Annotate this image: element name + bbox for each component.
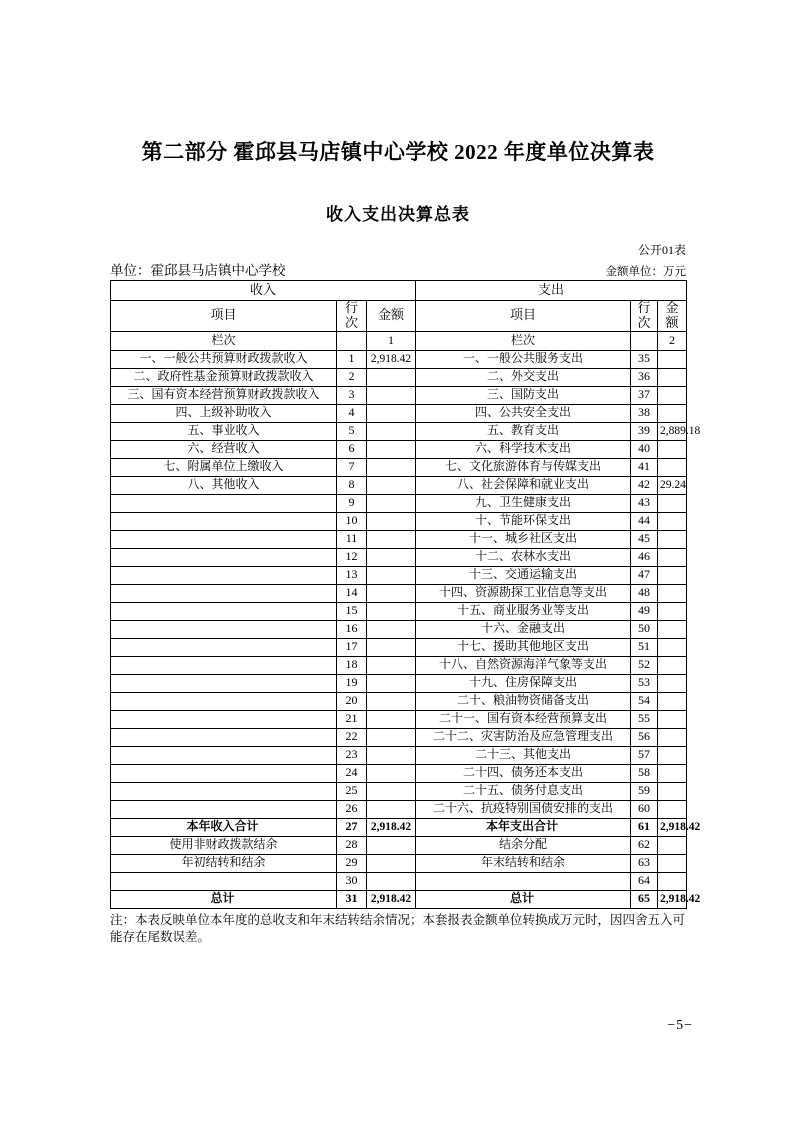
income-line-cell: 22 bbox=[337, 728, 367, 746]
income-line-cell: 31 bbox=[337, 890, 367, 908]
income-item-cell bbox=[111, 872, 337, 890]
income-amount-cell bbox=[367, 800, 416, 818]
expense-line-cell: 50 bbox=[631, 620, 658, 638]
expense-item-cell: 二十六、抗疫特别国债安排的支出 bbox=[416, 800, 631, 818]
expense-item-cell: 十三、交通运输支出 bbox=[416, 566, 631, 584]
income-item-cell: 二、政府性基金预算财政拨款收入 bbox=[111, 368, 337, 386]
income-item-cell bbox=[111, 512, 337, 530]
table-row bbox=[111, 386, 687, 404]
table-row bbox=[111, 800, 687, 818]
expense-item-cell: 四、公共安全支出 bbox=[416, 404, 631, 422]
income-amount-cell bbox=[367, 602, 416, 620]
expense-line-cell: 64 bbox=[631, 872, 658, 890]
expense-line-header: 行次 bbox=[631, 301, 658, 332]
income-item-cell bbox=[111, 674, 337, 692]
expense-amount-cell bbox=[658, 656, 687, 674]
income-amount-cell bbox=[367, 710, 416, 728]
expense-line-cell: 61 bbox=[631, 818, 658, 836]
income-item-cell bbox=[111, 530, 337, 548]
page-number: −5− bbox=[667, 1018, 693, 1033]
expense-amount-cell bbox=[658, 872, 687, 890]
expense-line-cell: 57 bbox=[631, 746, 658, 764]
expense-index-label: 栏次 bbox=[416, 331, 631, 350]
expense-amount-cell bbox=[658, 800, 687, 818]
expense-item-cell: 二十二、灾害防治及应急管理支出 bbox=[416, 728, 631, 746]
expense-item-cell: 二十三、其他支出 bbox=[416, 746, 631, 764]
expense-line-cell: 45 bbox=[631, 530, 658, 548]
income-amount-cell bbox=[367, 458, 416, 476]
expense-item-cell: 十九、住房保障支出 bbox=[416, 674, 631, 692]
expense-amount-cell bbox=[658, 764, 687, 782]
expense-line-cell: 47 bbox=[631, 566, 658, 584]
table-row bbox=[111, 584, 687, 602]
income-amount-cell bbox=[367, 782, 416, 800]
expense-line-cell: 51 bbox=[631, 638, 658, 656]
expense-line-cell: 40 bbox=[631, 440, 658, 458]
expense-item-cell: 一、一般公共服务支出 bbox=[416, 350, 631, 368]
income-amount-cell bbox=[367, 548, 416, 566]
expense-amount-cell bbox=[658, 386, 687, 404]
income-line-cell: 1 bbox=[337, 350, 367, 368]
expense-line-cell: 48 bbox=[631, 584, 658, 602]
income-line-cell: 18 bbox=[337, 656, 367, 674]
income-line-cell: 27 bbox=[337, 818, 367, 836]
expense-amount-cell bbox=[658, 548, 687, 566]
expense-item-cell: 十四、资源勘探工业信息等支出 bbox=[416, 584, 631, 602]
expense-line-cell: 35 bbox=[631, 350, 658, 368]
income-line-cell: 19 bbox=[337, 674, 367, 692]
income-item-cell bbox=[111, 764, 337, 782]
income-line-cell: 23 bbox=[337, 746, 367, 764]
expense-amount-cell bbox=[658, 674, 687, 692]
income-item-cell: 三、国有资本经营预算财政拨款收入 bbox=[111, 386, 337, 404]
income-amount-cell bbox=[367, 872, 416, 890]
income-line-cell: 15 bbox=[337, 602, 367, 620]
expense-line-cell: 53 bbox=[631, 674, 658, 692]
income-item-cell: 使用非财政拨款结余 bbox=[111, 836, 337, 854]
income-line-cell: 5 bbox=[337, 422, 367, 440]
income-section-header: 收入 bbox=[111, 281, 416, 301]
income-line-cell: 13 bbox=[337, 566, 367, 584]
income-amount-cell bbox=[367, 386, 416, 404]
income-line-cell: 3 bbox=[337, 386, 367, 404]
expense-amount-cell bbox=[658, 494, 687, 512]
income-item-cell bbox=[111, 566, 337, 584]
expense-line-cell: 36 bbox=[631, 368, 658, 386]
income-amount-cell: 2,918.42 bbox=[367, 350, 416, 368]
expense-item-cell: 三、国防支出 bbox=[416, 386, 631, 404]
expense-amount-header: 金额 bbox=[658, 301, 687, 332]
expense-amount-cell bbox=[658, 368, 687, 386]
income-item-cell bbox=[111, 728, 337, 746]
expense-item-cell: 十一、城乡社区支出 bbox=[416, 530, 631, 548]
income-line-cell: 9 bbox=[337, 494, 367, 512]
expense-amount-cell bbox=[658, 836, 687, 854]
expense-line-cell: 42 bbox=[631, 476, 658, 494]
income-item-cell bbox=[111, 800, 337, 818]
income-amount-cell bbox=[367, 512, 416, 530]
table-note: 注：本表反映单位本年度的总收支和年末结转结余情况；本套报表金额单位转换成万元时，因四舍五入可能存在尾数误差。 bbox=[110, 912, 686, 944]
expense-line-cell: 63 bbox=[631, 854, 658, 872]
expense-amount-cell bbox=[658, 710, 687, 728]
expense-item-cell: 二十五、债务付息支出 bbox=[416, 782, 631, 800]
income-amount-cell bbox=[367, 440, 416, 458]
column-header-row bbox=[111, 301, 687, 332]
expense-line-cell: 43 bbox=[631, 494, 658, 512]
expense-item-cell: 年末结转和结余 bbox=[416, 854, 631, 872]
income-amount-cell bbox=[367, 620, 416, 638]
table-row bbox=[111, 818, 687, 836]
income-index-line-blank bbox=[337, 331, 367, 350]
income-amount-cell bbox=[367, 638, 416, 656]
expense-item-cell: 十、节能环保支出 bbox=[416, 512, 631, 530]
income-item-cell bbox=[111, 638, 337, 656]
expense-line-cell: 60 bbox=[631, 800, 658, 818]
expense-amount-cell: 2,918.42 bbox=[658, 890, 687, 908]
expense-item-cell: 七、文化旅游体育与传媒支出 bbox=[416, 458, 631, 476]
table-row bbox=[111, 602, 687, 620]
expense-item-cell: 二十、粮油物资储备支出 bbox=[416, 692, 631, 710]
table-code-label: 公开01表 bbox=[637, 243, 686, 257]
income-item-cell: 年初结转和结余 bbox=[111, 854, 337, 872]
expense-line-cell: 56 bbox=[631, 728, 658, 746]
income-item-cell bbox=[111, 620, 337, 638]
expense-line-cell: 44 bbox=[631, 512, 658, 530]
income-amount-cell bbox=[367, 404, 416, 422]
table-row bbox=[111, 440, 687, 458]
expense-line-cell: 58 bbox=[631, 764, 658, 782]
table-row bbox=[111, 458, 687, 476]
table-row bbox=[111, 656, 687, 674]
table-body bbox=[111, 350, 701, 908]
income-line-header: 行次 bbox=[337, 301, 367, 332]
income-line-cell: 4 bbox=[337, 404, 367, 422]
table-row bbox=[111, 530, 687, 548]
income-line-cell: 30 bbox=[337, 872, 367, 890]
table-row bbox=[111, 764, 687, 782]
income-line-cell: 12 bbox=[337, 548, 367, 566]
income-amount-cell bbox=[367, 494, 416, 512]
income-line-cell: 11 bbox=[337, 530, 367, 548]
table-row bbox=[111, 620, 687, 638]
income-amount-cell bbox=[367, 764, 416, 782]
expense-amount-cell: 2,918.42 bbox=[658, 818, 687, 836]
expense-amount-cell bbox=[658, 566, 687, 584]
table-row bbox=[111, 782, 687, 800]
expense-amount-cell bbox=[658, 530, 687, 548]
expense-item-cell: 本年支出合计 bbox=[416, 818, 631, 836]
table-row bbox=[111, 890, 687, 908]
income-line-cell: 10 bbox=[337, 512, 367, 530]
expense-amount-cell bbox=[658, 854, 687, 872]
income-amount-cell bbox=[367, 476, 416, 494]
expense-line-cell: 41 bbox=[631, 458, 658, 476]
expense-amount-cell bbox=[658, 440, 687, 458]
expense-amount-cell bbox=[658, 638, 687, 656]
expense-item-cell: 二十一、国有资本经营预算支出 bbox=[416, 710, 631, 728]
expense-item-cell: 总计 bbox=[416, 890, 631, 908]
expense-item-cell: 二、外交支出 bbox=[416, 368, 631, 386]
table-row bbox=[111, 872, 687, 890]
table-row bbox=[111, 368, 687, 386]
expense-amount-cell bbox=[658, 350, 687, 368]
expense-line-cell: 38 bbox=[631, 404, 658, 422]
income-amount-cell: 2,918.42 bbox=[367, 890, 416, 908]
expense-line-cell: 54 bbox=[631, 692, 658, 710]
table-row bbox=[111, 512, 687, 530]
table-row bbox=[111, 746, 687, 764]
income-line-cell: 17 bbox=[337, 638, 367, 656]
table-title: 收入支出决算总表 bbox=[326, 205, 470, 224]
expense-line-cell: 46 bbox=[631, 548, 658, 566]
income-item-header: 项目 bbox=[111, 301, 337, 332]
income-item-cell: 五、事业收入 bbox=[111, 422, 337, 440]
table-row bbox=[111, 404, 687, 422]
expense-item-cell: 六、科学技术支出 bbox=[416, 440, 631, 458]
amount-unit-label: 金额单位：万元 bbox=[605, 266, 686, 278]
income-item-cell bbox=[111, 710, 337, 728]
expense-amount-cell: 2,889.18 bbox=[658, 422, 687, 440]
income-amount-cell: 2,918.42 bbox=[367, 818, 416, 836]
expense-line-cell: 52 bbox=[631, 656, 658, 674]
table-row bbox=[111, 548, 687, 566]
table-row bbox=[111, 692, 687, 710]
income-line-cell: 14 bbox=[337, 584, 367, 602]
expense-item-cell: 十二、农林水支出 bbox=[416, 548, 631, 566]
document-title: 第二部分 霍邱县马店镇中心学校 2022 年度单位决算表 bbox=[141, 140, 655, 164]
expense-item-cell: 九、卫生健康支出 bbox=[416, 494, 631, 512]
expense-amount-cell bbox=[658, 692, 687, 710]
income-amount-cell bbox=[367, 746, 416, 764]
income-line-cell: 28 bbox=[337, 836, 367, 854]
income-item-cell bbox=[111, 602, 337, 620]
income-amount-cell bbox=[367, 566, 416, 584]
income-item-cell bbox=[111, 494, 337, 512]
income-item-cell bbox=[111, 584, 337, 602]
expense-item-cell: 十六、金融支出 bbox=[416, 620, 631, 638]
income-line-cell: 25 bbox=[337, 782, 367, 800]
expense-line-cell: 37 bbox=[631, 386, 658, 404]
income-item-cell: 总计 bbox=[111, 890, 337, 908]
income-amount-cell bbox=[367, 656, 416, 674]
expense-line-cell: 65 bbox=[631, 890, 658, 908]
expense-amount-cell bbox=[658, 728, 687, 746]
income-item-cell: 八、其他收入 bbox=[111, 476, 337, 494]
income-item-cell: 本年收入合计 bbox=[111, 818, 337, 836]
income-line-cell: 7 bbox=[337, 458, 367, 476]
income-amount-cell bbox=[367, 854, 416, 872]
table-row bbox=[111, 674, 687, 692]
income-item-cell bbox=[111, 692, 337, 710]
income-item-cell bbox=[111, 782, 337, 800]
income-amount-cell bbox=[367, 422, 416, 440]
expense-item-cell: 二十四、债务还本支出 bbox=[416, 764, 631, 782]
expense-amount-cell bbox=[658, 602, 687, 620]
expense-item-cell: 十七、援助其他地区支出 bbox=[416, 638, 631, 656]
income-line-cell: 29 bbox=[337, 854, 367, 872]
expense-line-cell: 49 bbox=[631, 602, 658, 620]
income-line-cell: 2 bbox=[337, 368, 367, 386]
expense-item-cell: 十五、商业服务业等支出 bbox=[416, 602, 631, 620]
income-amount-cell bbox=[367, 728, 416, 746]
expense-amount-cell bbox=[658, 620, 687, 638]
income-item-cell bbox=[111, 656, 337, 674]
income-amount-cell bbox=[367, 584, 416, 602]
expense-amount-cell bbox=[658, 404, 687, 422]
expense-line-cell: 62 bbox=[631, 836, 658, 854]
income-line-cell: 26 bbox=[337, 800, 367, 818]
expense-item-cell bbox=[416, 872, 631, 890]
expense-section-header: 支出 bbox=[416, 281, 687, 301]
expense-item-header: 项目 bbox=[416, 301, 631, 332]
expense-index-line-blank bbox=[631, 331, 658, 350]
table-row bbox=[111, 476, 687, 494]
table-row bbox=[111, 638, 687, 656]
income-line-cell: 21 bbox=[337, 710, 367, 728]
table-row bbox=[111, 836, 687, 854]
income-amount-cell bbox=[367, 368, 416, 386]
expense-amount-cell bbox=[658, 782, 687, 800]
income-index-label: 栏次 bbox=[111, 331, 337, 350]
income-column-index: 1 bbox=[367, 331, 416, 350]
income-amount-cell bbox=[367, 836, 416, 854]
income-amount-cell bbox=[367, 674, 416, 692]
table-row bbox=[111, 422, 687, 440]
income-item-cell: 七、附属单位上缴收入 bbox=[111, 458, 337, 476]
table-row bbox=[111, 566, 687, 584]
expense-item-cell: 五、教育支出 bbox=[416, 422, 631, 440]
income-line-cell: 6 bbox=[337, 440, 367, 458]
income-amount-cell bbox=[367, 530, 416, 548]
expense-line-cell: 55 bbox=[631, 710, 658, 728]
section-header-row bbox=[111, 281, 687, 301]
expense-amount-cell bbox=[658, 584, 687, 602]
income-line-cell: 8 bbox=[337, 476, 367, 494]
income-item-cell: 一、一般公共预算财政拨款收入 bbox=[111, 350, 337, 368]
table-meta-row bbox=[110, 259, 686, 279]
income-amount-cell bbox=[367, 692, 416, 710]
expense-amount-cell bbox=[658, 458, 687, 476]
unit-name-label: 单位：霍邱县马店镇中心学校 bbox=[110, 263, 286, 278]
expense-line-cell: 59 bbox=[631, 782, 658, 800]
income-line-cell: 24 bbox=[337, 764, 367, 782]
income-item-cell: 六、经营收入 bbox=[111, 440, 337, 458]
income-item-cell bbox=[111, 548, 337, 566]
income-line-cell: 20 bbox=[337, 692, 367, 710]
income-expense-table bbox=[110, 280, 701, 909]
expense-column-index: 2 bbox=[658, 331, 687, 350]
expense-item-cell: 八、社会保障和就业支出 bbox=[416, 476, 631, 494]
table-row bbox=[111, 494, 687, 512]
column-index-row bbox=[111, 331, 687, 350]
expense-item-cell: 结余分配 bbox=[416, 836, 631, 854]
table-row bbox=[111, 350, 687, 368]
expense-amount-cell bbox=[658, 512, 687, 530]
table-row bbox=[111, 710, 687, 728]
income-item-cell: 四、上级补助收入 bbox=[111, 404, 337, 422]
income-item-cell bbox=[111, 746, 337, 764]
income-amount-header: 金额 bbox=[367, 301, 416, 332]
income-line-cell: 16 bbox=[337, 620, 367, 638]
table-row bbox=[111, 728, 687, 746]
expense-amount-cell bbox=[658, 746, 687, 764]
expense-line-cell: 39 bbox=[631, 422, 658, 440]
expense-item-cell: 十八、自然资源海洋气象等支出 bbox=[416, 656, 631, 674]
expense-amount-cell: 29.24 bbox=[658, 476, 687, 494]
table-row bbox=[111, 854, 687, 872]
